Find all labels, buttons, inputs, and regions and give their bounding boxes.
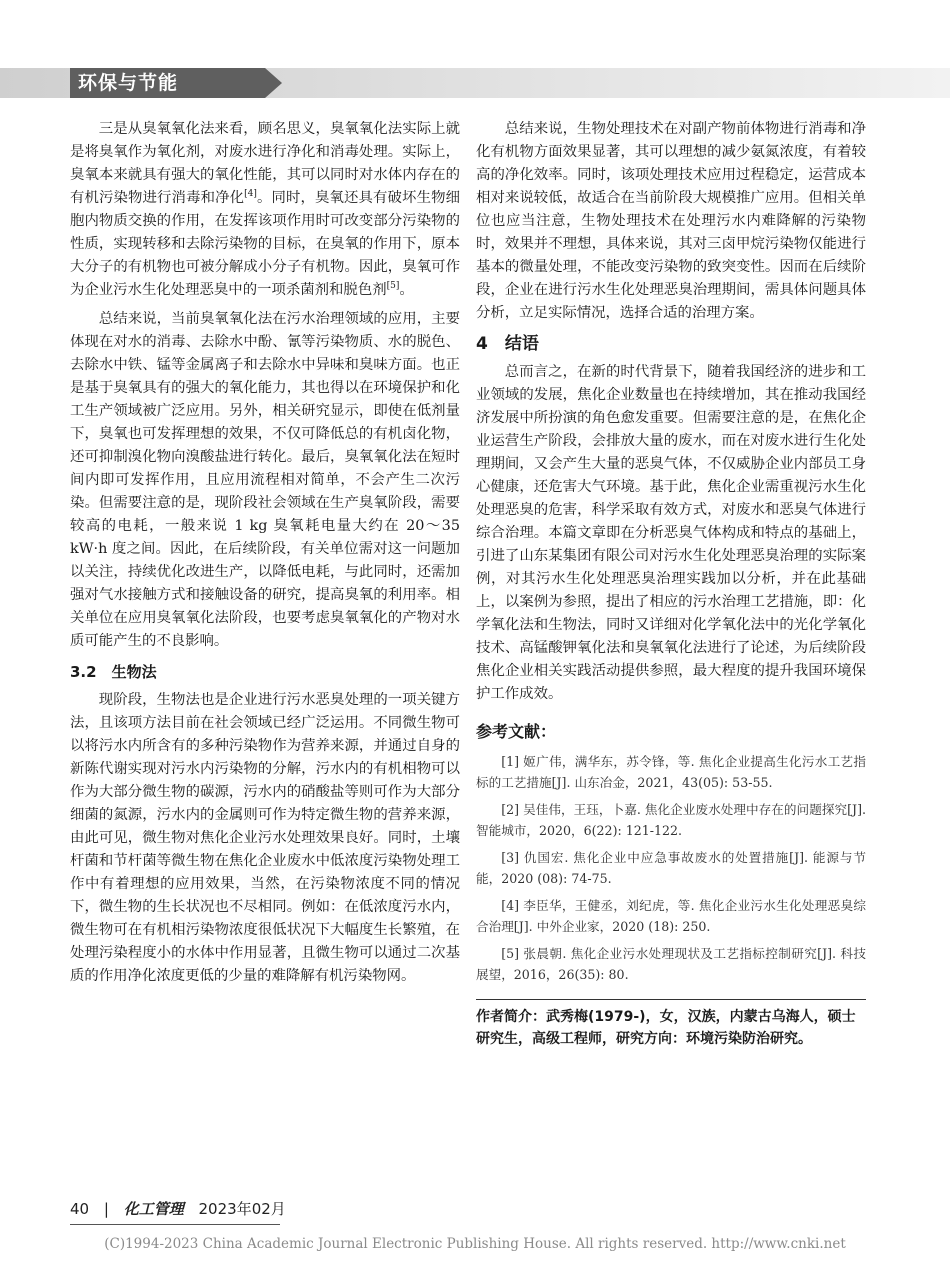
paragraph: 总结来说，生物处理技术在对副产物前体物进行消毒和净化有机物方面效果显著，其可以理想的减少氨氮浓度，有着较高的净化效率。同时，该项处理技术应用过程稳定，运营成本相对来说较低，故适合在当前阶段大规模推广应用。但相关单位也应当注意，生物处理技术在处理污水内难降解的污染物时，效果并不理想，具体来说，其对三卤甲烷污染物仅能进行基本的微量处理，不能改变污染物的致突变性。因而在后续阶段，企业在进行污水生化处理恶臭治理期间，需具体问题具体分析，立足实际情况，选择合适的治理方案。 bbox=[476, 121, 866, 321]
section-title: 环保与节能 bbox=[78, 72, 179, 94]
paragraph: 现阶段，生物法也是企业进行污水恶臭处理的一项关键方法，且该项方法目前在社会领域已经广泛运用。不同微生物可以将污水内所含有的多种污染物作为营养来源，并通过自身的新陈代谢实现对污水内污染物的分解，污水内的有机相物可以作为大部分微生物的碳源，污水内的硝酸盐等则可作为大部分细菌的氮源，污水内的金属则可作为特定微生物的营养来源，由此可见，微生物对焦化企业污水处理效果良好。同时，土壤杆菌和节杆菌等微生物在焦化企业废水中低浓度污染物处理工作中有着理想的应用效果，当然，在污染物浓度不同的情况下，微生物的生长状况也不尽相同。例如：在低浓度污水内，微生物可在有机相污染物浓度很低状况下大幅度生长繁殖，在处理污染程度小的水体中作用显著，且微生物可以通过二次基质的作用净化浓度更低的少量的难降解有机污染物网。 bbox=[70, 692, 460, 984]
references-heading: 参考文献： bbox=[476, 722, 557, 741]
page-footer bbox=[70, 1196, 490, 1222]
journal-logo: 化工管理 bbox=[123, 1200, 184, 1218]
copyright-watermark: (C)1994-2023 China Academic Journal Electronic Publishing House. All rights reserved. http://www.cnki.net bbox=[104, 1236, 846, 1252]
footer-rule bbox=[70, 1224, 280, 1225]
author-bio: 作者简介：武秀梅(1979-)，女，汉族，内蒙古乌海人，硕士研究生，高级工程师，研究方向：环境污染防治研究。 bbox=[476, 1009, 856, 1047]
page-number: 40 bbox=[70, 1200, 90, 1218]
reference-item: [1] 姬广伟，满华东，苏令锋，等. 焦化企业提高生化污水工艺指标的工艺措施[J]. 山东冶金，2021，43(05): 53-55. bbox=[476, 754, 866, 790]
reference-item: [2] 吴佳伟，王珏，卜嘉. 焦化企业废水处理中存在的问题探究[J]. 智能城市，2020，6(22): 121-122. bbox=[476, 802, 866, 838]
right-column bbox=[476, 118, 866, 1050]
section-heading: 3.2 生物法 bbox=[70, 663, 157, 681]
paragraph: 三是从臭氧氧化法来看，顾名思义，臭氧氧化法实际上就是将臭氧作为氧化剂，对废水进行净化和消毒处理。实际上，臭氧本来就具有强大的氧化性能，其可以同时对水体内存在的有机污染物进行消毒和净化[4]。同时，臭氧还具有破坏生物细胞内物质交换的作用，在发挥该项作用时可改变部分污染物的性质，实现转移和去除污染物的目标，在臭氧的作用下，原本大分子的有机物也可被分解成小分子有机物。因此，臭氧可作为企业污水生化处理恶臭中的一项杀菌剂和脱色剂[5]。 bbox=[70, 121, 460, 298]
reference-item: [3] 仇国宏. 焦化企业中应急事故废水的处置措施[J]. 能源与节能，2020 (08): 74-75. bbox=[476, 850, 866, 886]
paragraph: 总结来说，当前臭氧氧化法在污水治理领域的应用，主要体现在对水的消毒、去除水中酚、氰等污染物质、水的脱色、去除水中铁、锰等金属离子和去除水中异味和臭味方面。也正是基于臭氧具有的强大的氧化能力，其也得以在环境保护和化工生产领域被广泛应用。另外，相关研究显示，即使在低剂量下，臭氧也可发挥理想的效果，不仅可降低总的有机卤化物，还可抑制溴化物向溴酸盐进行转化。最后，臭氧氧化法在短时间内即可发挥作用，且应用流程相对简单，不会产生二次污染。但需要注意的是，现阶段社会领域在生产臭氧阶段，需要较高的电耗，一般来说 1 kg 臭氧耗电量大约在 20～35 kW·h 度之间。因此，在后续阶段，有关单位需对这一问题加以关注，持续优化改进生产，以降低电耗，与此同时，还需加强对气水接触方式和接触设备的研究，提高臭氧的利用率。相关单位在应用臭氧氧化法阶段，也要考虑臭氧氧化的产物对水质可能产生的不良影响。 bbox=[70, 311, 460, 649]
paragraph: 总而言之，在新的时代背景下，随着我国经济的进步和工业领域的发展，焦化企业数量也在持续增加，其在推动我国经济发展中所扮演的角色愈发重要。但需要注意的是，在焦化企业运营生产阶段，会排放大量的废水，而在对废水进行生化处理期间，又会产生大量的恶臭气体，不仅威胁企业内部员工身心健康，还危害大气环境。基于此，焦化企业需重视污水生化处理恶臭的危害，科学采取有效方式，对废水和恶臭气体进行综合治理。本篇文章即在分析恶臭气体构成和特点的基础上，引进了山东某集团有限公司对污水生化处理恶臭治理的实际案例，对其污水生化处理恶臭治理实践加以分析，并在此基础上，以案例为参照，提出了相应的污水治理工艺措施，即：化学氧化法和生物法，同时又详细对化学氧化法中的光化学氧化技术、高锰酸钾氧化法和臭氧氧化法进行了论述，为后续阶段焦化企业相关实践活动提供参照，最大程度的提升我国环境保护工作成效。 bbox=[476, 364, 866, 702]
reference-item: [4] 李臣华，王健丞，刘纪虎，等. 焦化企业污水生化处理恶臭综合治理[J]. 中外企业家，2020 (18): 250. bbox=[476, 898, 866, 934]
author-bio-divider bbox=[476, 999, 866, 1050]
left-column bbox=[70, 118, 460, 988]
footer-separator: | bbox=[103, 1200, 109, 1218]
citation[interactable]: [5] bbox=[386, 281, 400, 292]
section-heading: 4 结语 bbox=[476, 334, 539, 354]
reference-item: [5] 张晨朝. 焦化企业污水处理现状及工艺指标控制研究[J]. 科技展望，2016，26(35): 80. bbox=[476, 946, 866, 982]
issue-date: 2023年02月 bbox=[198, 1200, 286, 1218]
citation[interactable]: [4] bbox=[244, 189, 257, 200]
